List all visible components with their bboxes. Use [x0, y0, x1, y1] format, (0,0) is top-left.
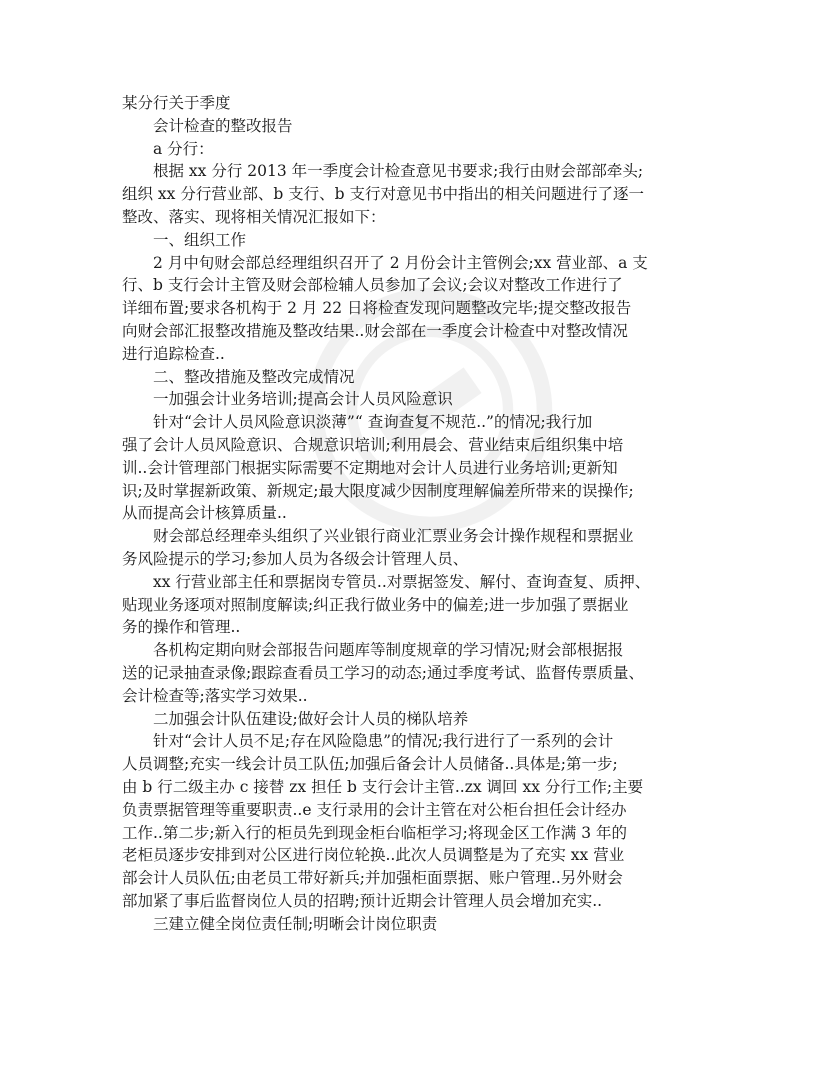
text-line: 会计检查等;落实学习效果.. — [122, 686, 308, 705]
text-line: 人员调整;充实一线会计员工队伍;加强后备会计人员储备..具体是;第一步; — [122, 755, 618, 774]
text-line: xx 行营业部主任和票据岗专管员..对票据签发、解付、查询查复、质押、 — [153, 572, 651, 591]
text-line: 组织 xx 分行营业部、b 支行、b 支行对意见书中指出的相关问题进行了逐一 — [122, 185, 645, 204]
report-body — [122, 92, 716, 935]
subsection-1-paragraph-1 — [122, 411, 716, 525]
text-line: 进行追踪检查.. — [122, 344, 225, 363]
title-line-2: 会计检查的整改报告 — [153, 116, 293, 135]
text-line: 工作..第二步;新入行的柜员先到现金柜台临柜学习;将现金区工作满 3 年的 — [122, 823, 628, 842]
text-line: 部加紧了事后监督岗位人员的招聘;预计近期会计管理人员会增加充实.. — [122, 891, 603, 910]
text-line: 务风险提示的学习;参加人员为各级会计管理人员、 — [122, 549, 469, 568]
title-line-1: 某分行关于季度 — [122, 94, 231, 112]
text-line: 务的操作和管理.. — [122, 618, 241, 637]
text-line: 整改、落实、现将相关情况汇报如下： — [122, 207, 386, 226]
text-line: 详细布置;要求各机构于 2 月 22 日将检查发现问题整改完毕;提交整改报告 — [122, 299, 632, 318]
text-line: 2 月中旬财会部总经理组织召开了 2 月份会计主管例会;xx 营业部、a 支 — [153, 253, 648, 272]
text-line: 针对“会计人员风险意识淡薄”“ 查询查复不规范..”的情况;我行加 — [153, 413, 593, 432]
text-line: 强了会计人员风险意识、合规意识培训;利用晨会、营业结束后组织集中培 — [122, 435, 624, 454]
text-line: 贴现业务逐项对照制度解读;纠正我行做业务中的偏差;进一步加强了票据业 — [122, 595, 629, 614]
text-line: 识;及时掌握新政策、新规定;最大限度减少因制度理解偏差所带来的误操作; — [122, 481, 634, 500]
subsection-3-heading: 三建立健全岗位责任制;明晰会计岗位职责 — [153, 914, 438, 933]
subsection-1-paragraph-2 — [122, 525, 716, 571]
text-line: 根据 xx 分行 2013 年一季度会计检查意见书要求;我行由财会部部牵头; — [153, 162, 644, 181]
text-line: 从而提高会计核算质量.. — [122, 504, 287, 523]
text-line: 财会部总经理牵头组织了兴业银行商业汇票业务会计操作规程和票据业 — [153, 527, 634, 546]
text-line: 负责票据管理等重要职责..e 支行录用的会计主管在对公柜台担任会计经办 — [122, 800, 627, 819]
intro-paragraph — [122, 160, 716, 228]
subsection-1-paragraph-4 — [122, 639, 716, 707]
section-2-heading: 二、整改措施及整改完成情况 — [153, 367, 355, 386]
text-line: 各机构定期向财会部报告问题库等制度规章的学习情况;财会部根据报 — [153, 641, 624, 660]
subsection-1-heading: 一加强会计业务培训;提高会计人员风险意识 — [153, 390, 453, 409]
section-1-paragraph — [122, 252, 716, 366]
text-line: 行、b 支行会计主管及财会部检辅人员参加了会议;会议对整改工作进行了 — [122, 276, 623, 295]
text-line: 向财会部汇报整改措施及整改结果..财会部在一季度会计检查中对整改情况 — [122, 321, 628, 340]
text-line: 针对“会计人员不足;存在风险隐患”的情况;我行进行了一系列的会计 — [153, 732, 614, 751]
text-line: 送的记录抽查录像;跟踪查看员工学习的动态;通过季度考试、监督传票质量、 — [122, 663, 644, 682]
text-line: 由 b 行二级主办 c 接替 zx 担任 b 支行会计主管..zx 调回 xx 分行工作;主要 — [122, 777, 644, 796]
text-line: 老柜员逐步安排到对公区进行岗位轮换..此次人员调整是为了充实 xx 营业 — [122, 846, 625, 865]
subsection-2-paragraph — [122, 730, 716, 912]
subsection-2-heading: 二加强会计队伍建设;做好会计人员的梯队培养 — [153, 709, 469, 728]
salutation: a 分行： — [153, 139, 214, 158]
text-line: 部会计人员队伍;由老员工带好新兵;并加强柜面票据、账户管理..另外财会 — [122, 869, 623, 888]
section-1-heading: 一、组织工作 — [153, 230, 247, 249]
text-line: 训..会计管理部门根据实际需要不定期地对会计人员进行业务培训;更新知 — [122, 458, 618, 477]
subsection-1-paragraph-3 — [122, 571, 716, 639]
